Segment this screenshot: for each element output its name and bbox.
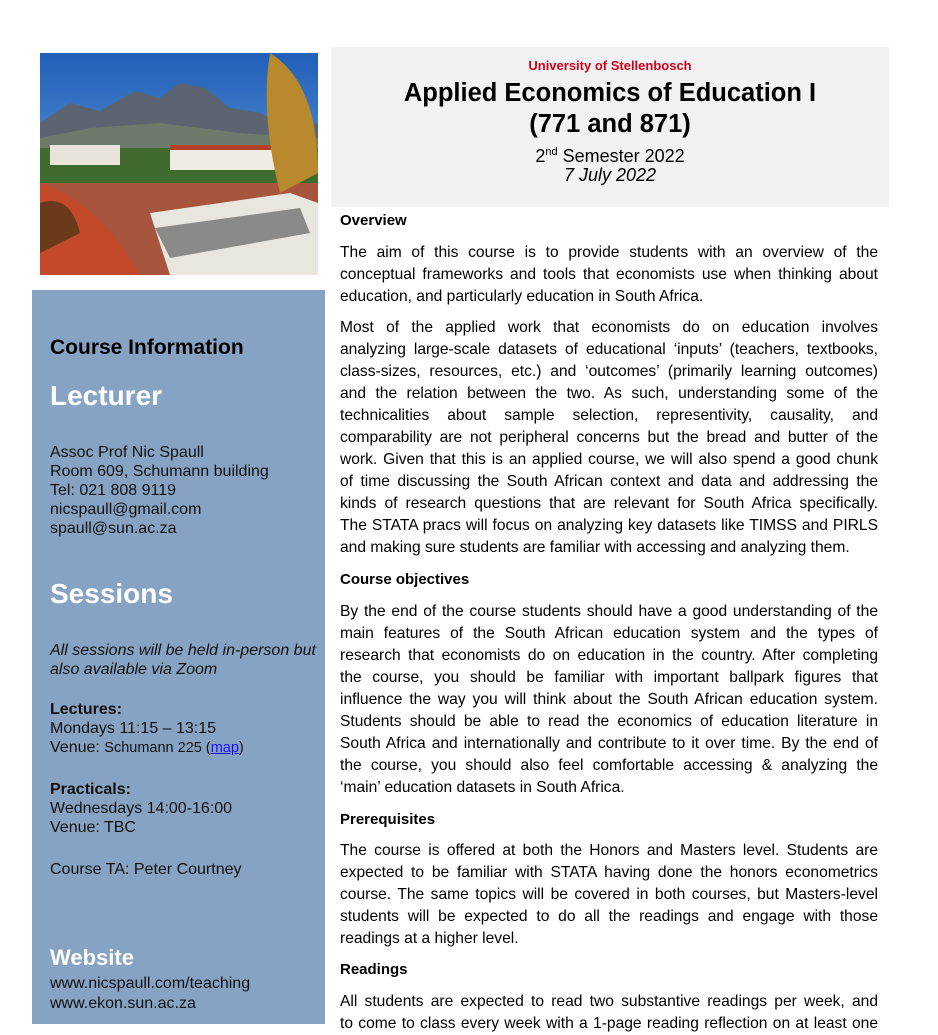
document-header	[331, 47, 889, 207]
text-line: the course, you should be familiar with important ballpark figures that	[340, 669, 878, 686]
paragraph	[340, 317, 878, 559]
text-line: All students are expected to read two substantive readings per week, and	[340, 993, 878, 1010]
lecturer-name: Assoc Prof Nic Spaull	[50, 444, 204, 461]
map-link[interactable]: map	[210, 740, 239, 756]
text-line: technicalities about sample selection, representivity, causality, and	[340, 407, 878, 424]
course-code: (771 and 871)	[529, 110, 691, 138]
campus-photo	[40, 53, 318, 275]
text-line: The aim of this course is to provide students with an overview of the	[340, 244, 878, 261]
lectures-label: Lectures:	[50, 701, 123, 718]
text-line: ‘main’ education datasets in South Africa.	[340, 779, 625, 796]
section-heading: Course objectives	[340, 571, 470, 588]
text-line: analyzing large-scale datasets of educational ‘inputs’ (teachers, textbooks,	[340, 341, 878, 358]
venue-value: Schumann 225 (	[104, 740, 211, 756]
text-line: readings at a higher level.	[340, 930, 519, 947]
website-heading: Website	[50, 945, 134, 970]
paragraph	[340, 840, 878, 950]
text-line: The STATA pracs will focus on analyzing key datasets like TIMSS and PIRLS	[340, 517, 878, 534]
paragraph	[340, 242, 878, 308]
sessions-note-line: also available via Zoom	[50, 661, 218, 678]
text-line: students will be expected to do all the readings and engage with those	[340, 908, 878, 925]
text-line: kinds of research questions that are relevant for South Africa specifically.	[340, 495, 878, 512]
paragraph	[340, 601, 878, 799]
text-line: influence the way you will think about the South African education system.	[340, 691, 878, 708]
university-name: University of Stellenbosch	[528, 58, 692, 73]
practicals-time: Wednesdays 14:00-16:00	[50, 800, 233, 817]
lectures-time: Mondays 11:15 – 13:15	[50, 720, 217, 737]
text-line: conceptual frameworks and tools that economists use when thinking about	[340, 266, 878, 283]
lectures-venue	[50, 738, 244, 758]
practicals-label: Practicals:	[50, 781, 131, 798]
course-info-sidebar	[32, 290, 325, 1024]
section-heading: Prerequisites	[340, 811, 436, 828]
course-info-heading: Course Information	[50, 336, 244, 359]
practicals-venue: Venue: TBC	[50, 819, 136, 836]
text-line: By the end of the course students should have a good understanding of the	[340, 603, 878, 620]
lecturer-tel: Tel: 021 808 9119	[50, 482, 177, 499]
website-link-ekon[interactable]: www.ekon.sun.ac.za	[50, 995, 196, 1012]
text-line: and the relation between the two. As such, understanding some of the	[340, 385, 878, 402]
semester-suffix: nd	[545, 146, 558, 158]
text-line: comparability are not peripheral concerns but the bread and butter of the	[340, 429, 878, 446]
course-title-line: Applied Economics of Education I	[403, 79, 817, 107]
course-ta: Course TA: Peter Courtney	[50, 861, 242, 878]
venue-label: Venue:	[50, 739, 105, 756]
paragraph	[340, 991, 878, 1035]
text-line: course. The same topics will be covered in both courses, but Masters-level	[340, 886, 878, 903]
text-line: and making sure students are familiar with accessing and analyzing them.	[340, 539, 850, 556]
email-link-sun[interactable]: spaull@sun.ac.za	[50, 520, 177, 537]
text-line: expected to be familiar with STATA having done the honors econometrics	[340, 864, 878, 881]
text-line: research that economists do on education in the country. After completing	[340, 647, 878, 664]
text-line: education, and particularly education in South Africa.	[340, 288, 704, 305]
text-line: work. Given that this is an applied course, we will also spend a good chunk	[340, 451, 878, 468]
text-line: of time discussing the South African context and data and addressing the	[340, 473, 878, 490]
text-line: Students should be able to read the economics of education literature in	[340, 713, 878, 730]
semester-number: 2	[535, 146, 546, 166]
lecturer-room: Room 609, Schumann building	[50, 463, 269, 480]
text-line: The course is offered at both the Honors and Masters level. Students are	[340, 842, 878, 859]
website-link-nicspaull[interactable]: www.nicspaull.com/teaching	[50, 975, 251, 992]
email-link-gmail[interactable]: nicspaull@gmail.com	[50, 501, 202, 518]
text-line: main features of the South African education system and the types of	[340, 625, 878, 642]
sessions-heading: Sessions	[50, 578, 173, 609]
text-line: to come to class every week with a 1-page reading reflection on at least one	[340, 1015, 878, 1032]
sessions-note	[50, 641, 316, 679]
text-line: Most of the applied work that economists do on education involves	[340, 319, 878, 336]
section-heading: Overview	[340, 212, 407, 229]
text-line: the course, you should also feel comfortable accessing & analyzing the	[340, 757, 878, 774]
section-heading: Readings	[340, 961, 408, 978]
sessions-note-line: All sessions will be held in-person but	[50, 642, 316, 659]
venue-close: )	[238, 740, 244, 756]
course-title	[331, 78, 889, 140]
text-line: South Africa and internationally and contribute to it over time. By the end of	[340, 735, 878, 752]
semester-text: Semester 2022	[557, 146, 685, 166]
text-line: class-sizes, resources, etc.) and ‘outcomes’ (primarily learning outcomes)	[340, 363, 878, 380]
document-date: 7 July 2022	[563, 165, 657, 185]
lecturer-heading: Lecturer	[50, 380, 163, 411]
